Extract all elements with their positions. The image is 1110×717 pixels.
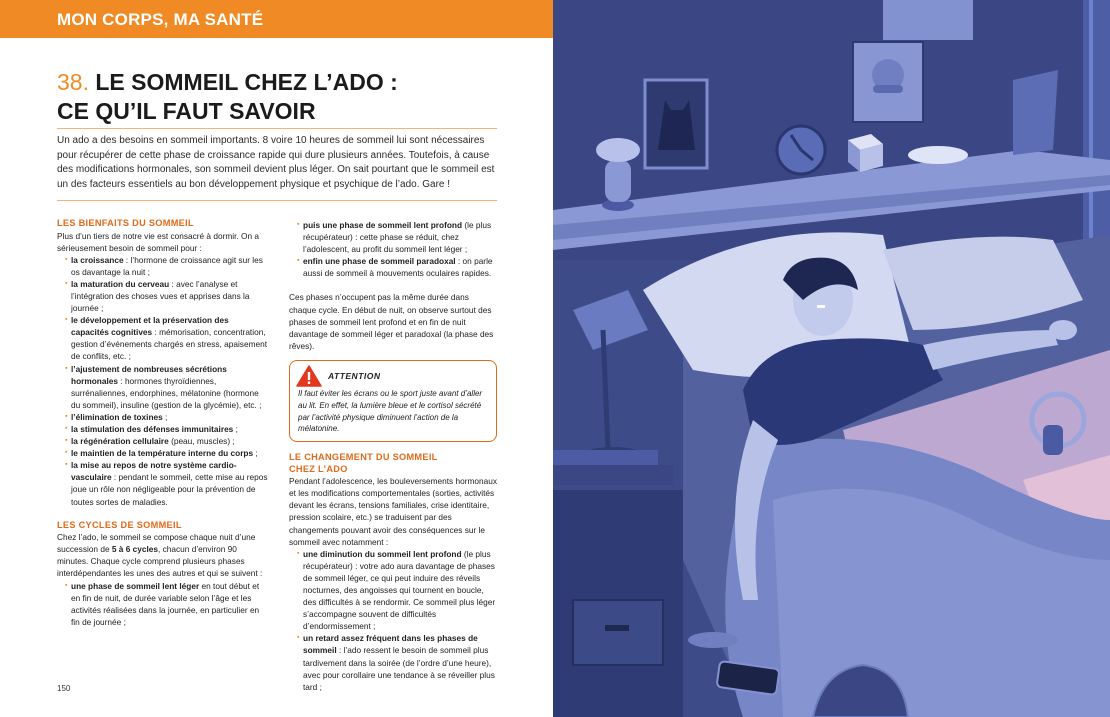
rubiks-cube-icon	[848, 134, 883, 172]
illustration-page	[553, 0, 1110, 717]
list-item: ▪ la maturation du cerveau : avec l’analyse et l’intégration des choses vues et apprises dans la journée ;	[71, 278, 268, 314]
changement-list	[289, 548, 497, 693]
book-on-shelf	[1013, 70, 1058, 155]
plate-icon	[908, 146, 968, 164]
intro-paragraph: Un ado a des besoins en sommeil importants. 8 voire 10 heures de sommeil lui sont nécessaires pour récupérer de cette phase de croissance rapide qui dure plusieurs années. Toutefois, à cause des modifications hormonales, son sommeil devient plus léger. On sait pourtant que le sommeil est un des facteurs essentiels au bon développement physique et psychique de l’ado. Gare !	[57, 135, 495, 190]
cycles-list-b	[289, 219, 497, 279]
list-item: ▪ la régénération cellulaire (peau, muscles) ;	[71, 435, 268, 447]
bienfaits-lead: Plus d’un tiers de notre vie est consacré à dormir. On a sérieusement besoin de sommeil pour :	[57, 230, 259, 253]
list-item: ▪ puis une phase de sommeil lent profond (le plus récupérateur) : cette phase se réduit, chez l’adolescent, au profit du sommeil lent léger ;	[303, 219, 497, 255]
list-item: ▪ un retard assez fréquent dans les phases de sommeil : l’ado ressent le besoin de sommeil plus tardivement dans la soirée (de l’ordre d’une heure), avec pour corollaire une tendance à se réveiller plus tard ;	[303, 632, 497, 692]
list-item: ▪ la stimulation des défenses immunitaires ;	[71, 423, 268, 435]
section-title: MON CORPS, MA SANTÉ	[57, 10, 264, 29]
cycles-list-a	[57, 580, 268, 628]
attention-text: Il faut éviter les écrans ou le sport juste avant d’aller au lit. En effet, la lumière bleue et le cortisol sécrété par l’activité physique diminuent l’action de la mélatonine.	[298, 388, 483, 434]
column-left	[57, 218, 268, 628]
sleeping-teen-illustration	[553, 0, 1110, 717]
cycles-lead: Chez l’ado, le sommeil se compose chaque nuit d’une succession de 5 à 6 cycles, chacun d’environ 90 minutes. Chaque cycle comprend plusieurs phases interdépendantes les unes des autres et qui se suivent :	[57, 532, 263, 579]
heading-bienfaits: LES BIENFAITS DU SOMMEIL	[57, 218, 194, 228]
changement-lead: Pendant l’adolescence, les bouleversements hormonaux et les modifications comportementales (sorties, activités devant les écrans, tensions familiales, crise identitaire, pression scolaire, etc.) se traduisent par des changements pouvant avoir des conséquences sur le sommeil avec notamment :	[289, 476, 498, 547]
section-banner	[0, 0, 553, 38]
heading-changement: LE CHANGEMENT DU SOMMEIL CHEZ L’ADO	[289, 452, 438, 474]
title-line-1: LE SOMMEIL CHEZ L’ADO :	[95, 69, 398, 95]
bienfaits-list	[57, 254, 268, 508]
list-item: ▪ une diminution du sommeil lent profond (le plus récupérateur) : votre ado aura davantage de phases de sommeil léger, ce qui peut induire des réveils nocturnes, des angoisses qui tournent en boucle, des difficultés à se rendormir. Ce sommeil plus léger s’accompagne souvent de difficultés d’endormissement ;	[303, 548, 497, 633]
list-item: ▪ l’élimination de toxines ;	[71, 411, 268, 423]
left-page	[0, 0, 553, 717]
list-item: ▪ le développement et la préservation des capacités cognitives : mémorisation, concentration, gestion d’événements chargés en stress, apaisement de conflits, etc. ;	[71, 314, 268, 362]
intro-rule	[57, 200, 497, 201]
list-item: ▪ une phase de sommeil lent léger en tout début et en fin de nuit, de durée variable selon l’âge et les activités réalisées dans la journée, en particulier en fin de journée ;	[71, 580, 268, 628]
list-item: ▪ enfin une phase de sommeil paradoxal : on parle aussi de sommeil à mouvements oculaires rapides.	[303, 255, 497, 279]
attention-box	[289, 360, 497, 442]
poster-icon	[883, 0, 973, 40]
list-item: ▪ le maintien de la température interne du corps ;	[71, 447, 268, 459]
warning-icon	[296, 365, 322, 387]
heading-cycles: LES CYCLES DE SOMMEIL	[57, 519, 182, 530]
cycles-after: Ces phases n’occupent pas la même durée dans chaque cycle. En début de nuit, on observe surtout des phases de sommeil lent profond et en fin de nuit davantage de sommeil léger et paradoxal (la phase des rêves).	[289, 292, 494, 351]
title-line-2: CE QU’IL FAUT SAVOIR	[57, 98, 316, 124]
list-item: ▪ la croissance : l’hormone de croissance agit sur les os davantage la nuit ;	[71, 254, 268, 278]
column-right	[289, 219, 497, 693]
page-number: 150	[57, 684, 71, 693]
article-title	[57, 68, 497, 126]
attention-title: ATTENTION	[328, 370, 381, 381]
list-item: ▪ la mise au repos de notre système cardio-vasculaire : pendant le sommeil, cette mise au repos joue un rôle non négligeable pour la prévention de toutes sortes de maladies.	[71, 459, 268, 507]
article-number: 38.	[57, 69, 89, 95]
list-item: ▪ l’ajustement de nombreuses sécrétions hormonales : hormones thyroïdiennes, surrénaliennes, endorphines, mélatonine (hormone du sommeil), insuline (gestion de la glycémie), etc. ;	[71, 363, 268, 411]
title-rule	[57, 128, 497, 129]
